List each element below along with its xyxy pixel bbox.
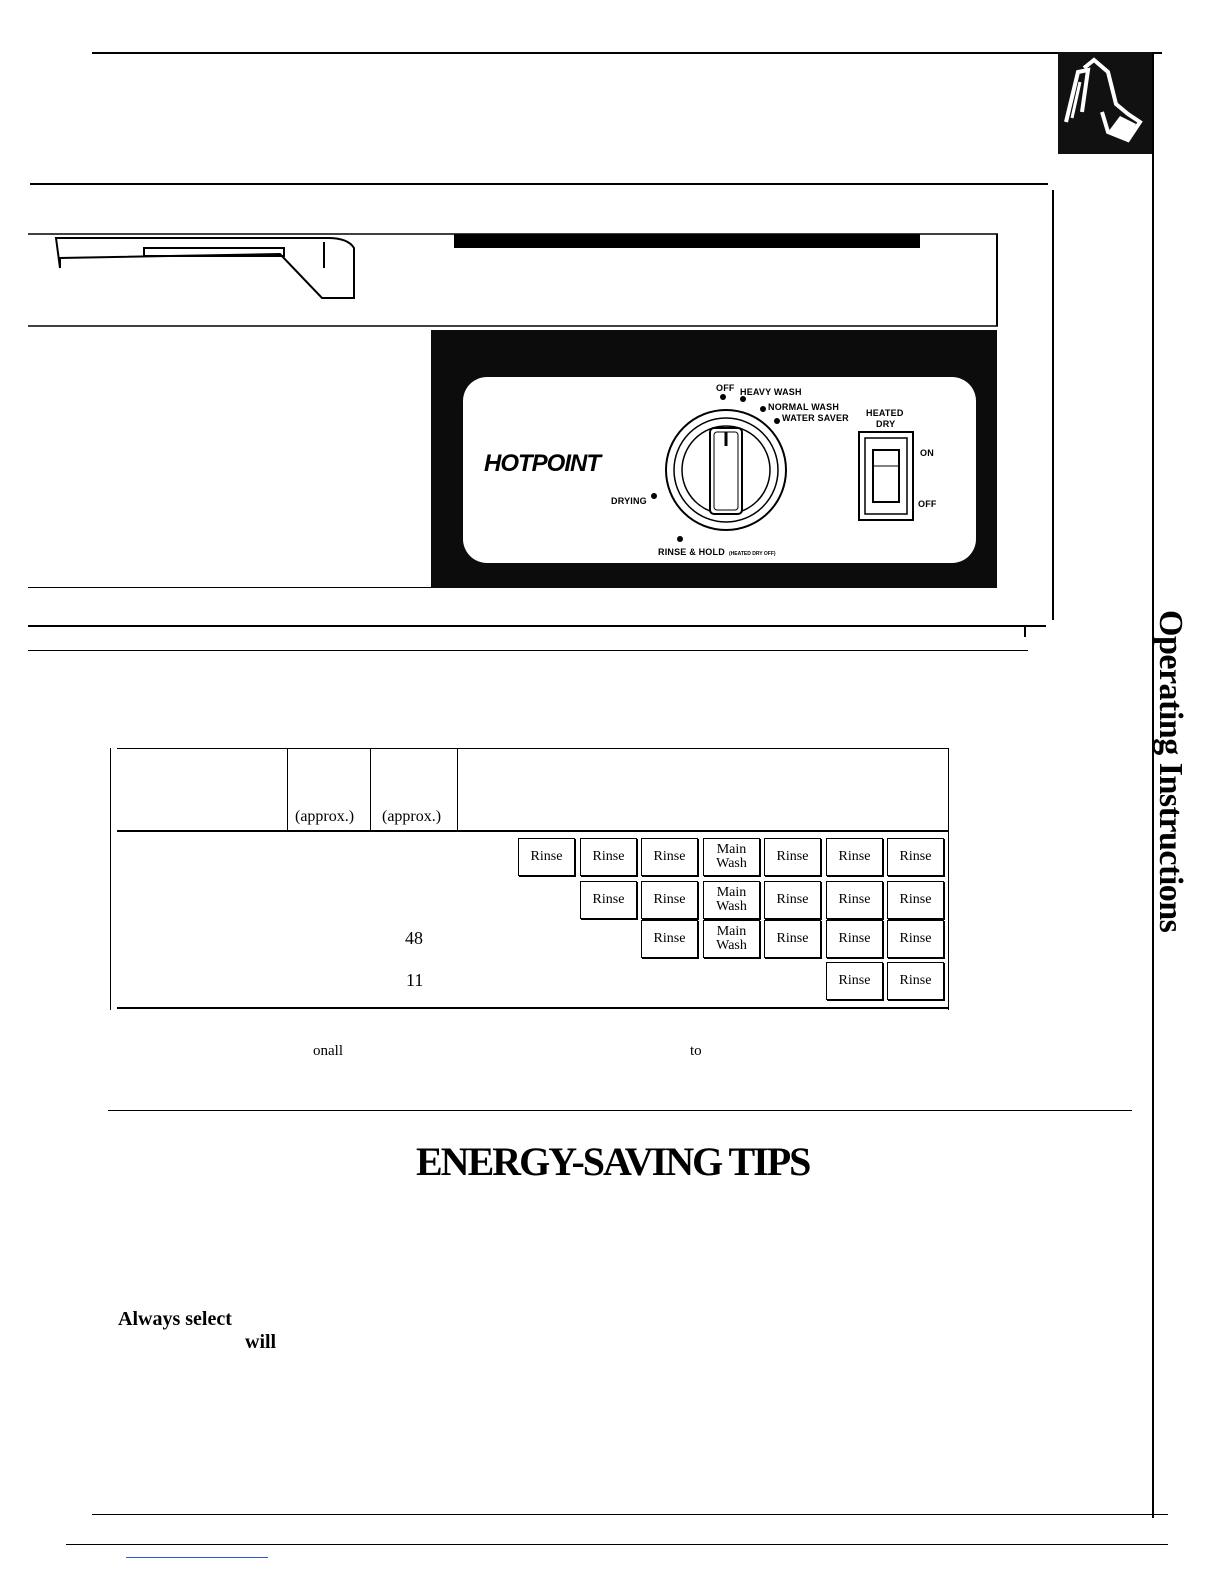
heated-dry-switch[interactable] — [857, 430, 917, 522]
main-wash-line-2: Wash — [716, 899, 747, 914]
chart-col-rule-1 — [287, 748, 288, 830]
tips-top-rule — [108, 1110, 1132, 1111]
cycle-step-main-wash — [703, 881, 760, 919]
cycle-step: Rinse — [641, 838, 698, 876]
cycle-step: Rinse — [826, 920, 883, 958]
header-approx-1: (approx.) — [295, 808, 355, 825]
row-4-value: 11 — [406, 970, 424, 990]
chart-bottom-rule — [117, 1007, 948, 1009]
heated-dry-on-label: ON — [920, 448, 934, 458]
chart-top-rule — [117, 748, 948, 749]
cycle-step: Rinse — [764, 838, 821, 876]
heated-dry-title: HEATED — [866, 408, 904, 418]
section-title: Operating Instructions — [1152, 610, 1189, 933]
chart-col-rule-2 — [370, 748, 371, 830]
door-handle-illustration — [28, 228, 1008, 332]
main-wash-line-1: Main — [716, 924, 747, 939]
panel-bottom-rule — [28, 587, 432, 588]
dial-label-rinse-hold-note: (HEATED DRY OFF) — [729, 551, 776, 557]
cycle-step: Rinse — [764, 920, 821, 958]
dial-label-rinse-hold: RINSE & HOLD — [658, 547, 725, 557]
counter-rule-1 — [28, 625, 1046, 627]
cycle-dial[interactable] — [662, 406, 790, 534]
illustration-top-rule — [30, 183, 1048, 185]
cycle-step: Rinse — [518, 838, 575, 876]
chart-left-rule — [110, 748, 111, 1010]
bottom-link-rule — [126, 1557, 268, 1558]
footnote-fragment-1: onall — [313, 1043, 343, 1059]
chart-header-rule — [117, 830, 948, 832]
main-wash-line-1: Main — [716, 885, 747, 900]
row-3-value: 48 — [405, 928, 423, 948]
main-wash-line-2: Wash — [716, 856, 747, 871]
dial-marker-saver — [774, 418, 780, 424]
top-rule — [92, 52, 1162, 54]
cycle-step: Rinse — [887, 838, 944, 876]
cycle-step: Rinse — [826, 962, 883, 1000]
chart-right-rule — [948, 748, 949, 1010]
dial-marker-normal — [760, 406, 766, 412]
dial-marker-drying — [651, 493, 657, 499]
cycle-step: Rinse — [826, 838, 883, 876]
heated-dry-off-label: OFF — [918, 499, 937, 509]
dial-label-heavy-wash: HEAVY WASH — [740, 387, 802, 397]
cycle-step: Rinse — [887, 881, 944, 919]
footnote-fragment-2: to — [690, 1043, 702, 1059]
dial-label-water-saver: WATER SAVER — [782, 413, 849, 423]
cycle-step: Rinse — [641, 920, 698, 958]
cycle-step: Rinse — [887, 920, 944, 958]
tips-title: ENERGY-SAVING TIPS — [416, 1139, 810, 1184]
illustration-right-rule — [1052, 190, 1054, 620]
dial-label-drying: DRYING — [611, 496, 647, 506]
tip-fragment-2: will — [245, 1331, 277, 1353]
cycle-step: Rinse — [580, 838, 637, 876]
counter-tick — [1024, 625, 1026, 637]
dial-marker-rinse-hold — [677, 536, 683, 542]
dial-label-off: OFF — [716, 383, 735, 393]
dial-marker-off — [720, 394, 726, 400]
dial-label-normal-wash: NORMAL WASH — [768, 402, 840, 412]
hand-pointer-icon — [1058, 52, 1154, 154]
brand-logo: HOTPOINT — [484, 450, 600, 477]
heated-dry-title-2: DRY — [876, 419, 896, 429]
cycle-step: Rinse — [887, 962, 944, 1000]
bottom-rule-1 — [92, 1514, 1168, 1515]
tip-fragment-1: Always select — [118, 1308, 232, 1330]
cycle-step: Rinse — [580, 881, 637, 919]
cycle-step-main-wash — [703, 920, 760, 958]
counter-rule-2 — [28, 650, 1028, 651]
cycle-step: Rinse — [641, 881, 698, 919]
bottom-rule-2 — [66, 1544, 1168, 1545]
main-wash-line-2: Wash — [716, 938, 747, 953]
cycle-step: Rinse — [826, 881, 883, 919]
header-approx-2: (approx.) — [382, 808, 442, 825]
chart-col-rule-3 — [457, 748, 458, 830]
cycle-step: Rinse — [764, 881, 821, 919]
main-wash-line-1: Main — [716, 842, 747, 857]
section-tab — [1058, 52, 1154, 154]
cycle-step-main-wash — [703, 838, 760, 876]
